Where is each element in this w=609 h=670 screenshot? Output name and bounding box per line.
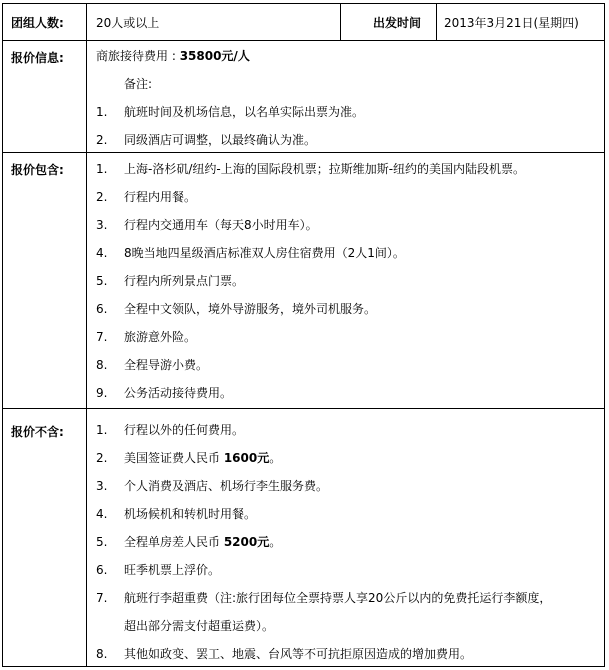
header-row xyxy=(3,4,604,40)
item-text: 其他如政变、罢工、地震、台风等不可抗拒原因造成的增加费用。 xyxy=(124,647,473,661)
remark-item xyxy=(96,105,364,119)
included-label: 报价包含: xyxy=(11,163,64,177)
remark-text: 航班时间及机场信息，以名单实际出票为准。 xyxy=(124,105,365,119)
item-amount: 1600元 xyxy=(223,451,270,465)
item-text: 美国签证费人民币 xyxy=(124,451,224,465)
included-item xyxy=(96,274,244,288)
excluded-item xyxy=(96,451,281,465)
item-num: 1. xyxy=(96,423,108,437)
item-suffix: 。 xyxy=(269,451,282,465)
item-num: 3. xyxy=(96,479,108,493)
fee-line xyxy=(96,49,250,63)
item-num: 6. xyxy=(96,563,108,577)
divider xyxy=(86,4,87,40)
item-num: 1. xyxy=(96,162,108,176)
item-text: 8晚当地四星级酒店标准双人房住宿费用（2人1间）。 xyxy=(124,246,405,260)
item-num: 2. xyxy=(96,190,108,204)
included-item xyxy=(96,246,405,260)
quote-info-label: 报价信息: xyxy=(11,51,64,65)
included-item xyxy=(96,330,196,344)
item-text: 航班行李超重费（注:旅行团每位全票持票人享20公斤以内的免费托运行李额度， xyxy=(124,591,552,605)
included-item xyxy=(96,190,196,204)
included-item xyxy=(96,162,525,176)
item-num: 5. xyxy=(96,274,108,288)
fee-prefix: 商旅接待费用 : xyxy=(96,49,176,63)
included-item xyxy=(96,218,318,232)
divider xyxy=(86,153,87,409)
item-text: 行程内所列景点门票。 xyxy=(124,274,245,288)
remark-num: 2. xyxy=(96,133,108,147)
item-text: 行程内交通用车（每天8小时用车）。 xyxy=(124,218,318,232)
excluded-row xyxy=(3,408,604,667)
excluded-item xyxy=(96,507,256,521)
item-num: 8. xyxy=(96,358,108,372)
fee-amount: 35800元/人 xyxy=(179,49,250,63)
item-num: 6. xyxy=(96,302,108,316)
remarks-label: 备注: xyxy=(124,77,153,91)
item-text: 机场候机和转机时用餐。 xyxy=(124,507,257,521)
excluded-label: 报价不含: xyxy=(11,425,64,439)
remark-item xyxy=(96,133,316,147)
divider xyxy=(86,41,87,153)
item-num: 2. xyxy=(96,451,108,465)
departure-label: 出发时间 xyxy=(373,16,422,30)
divider xyxy=(436,4,437,40)
item-text: 全程单房差人民币 xyxy=(124,535,224,549)
item-num: 4. xyxy=(96,246,108,260)
item-num: 5. xyxy=(96,535,108,549)
divider xyxy=(86,409,87,667)
item-text: 旅游意外险。 xyxy=(124,330,197,344)
remark-text: 同级酒店可调整，以最终确认为准。 xyxy=(124,133,317,147)
group-size-label: 团组人数: xyxy=(11,16,64,30)
departure-value: 2013年3月21日(星期四) xyxy=(444,16,579,30)
item-num: 3. xyxy=(96,218,108,232)
quote-table xyxy=(2,3,605,667)
included-row xyxy=(3,152,604,409)
group-size-value: 20人或以上 xyxy=(96,16,160,30)
item-text: 行程以外的任何费用。 xyxy=(124,423,245,437)
included-item xyxy=(96,386,232,400)
item-num: 7. xyxy=(96,591,108,605)
item-suffix: 。 xyxy=(269,535,282,549)
item-text: 个人消费及酒店、机场行李生服务费。 xyxy=(124,479,329,493)
item-text: 超出部分需支付超重运费）。 xyxy=(124,619,275,633)
remark-num: 1. xyxy=(96,105,108,119)
excluded-item xyxy=(96,479,328,493)
item-text: 上海-洛杉矶/纽约-上海的国际段机票；拉斯维加斯-纽约的美国内陆段机票。 xyxy=(124,162,526,176)
item-num: 9. xyxy=(96,386,108,400)
divider xyxy=(340,4,341,40)
item-text: 旺季机票上浮价。 xyxy=(124,563,221,577)
item-amount: 5200元 xyxy=(223,535,270,549)
included-item xyxy=(96,358,208,372)
included-item xyxy=(96,302,376,316)
excluded-item xyxy=(96,647,472,661)
excluded-item xyxy=(96,423,244,437)
item-num: 7. xyxy=(96,330,108,344)
excluded-item xyxy=(96,591,551,605)
excluded-item-continued xyxy=(96,619,274,633)
item-text: 全程导游小费。 xyxy=(124,358,209,372)
excluded-item xyxy=(96,535,281,549)
item-text: 公务活动接待费用。 xyxy=(124,386,233,400)
quote-info-row xyxy=(3,40,604,153)
excluded-item xyxy=(96,563,220,577)
item-text: 行程内用餐。 xyxy=(124,190,197,204)
item-num: 4. xyxy=(96,507,108,521)
item-num: 8. xyxy=(96,647,108,661)
item-text: 全程中文领队，境外导游服务，境外司机服务。 xyxy=(124,302,377,316)
